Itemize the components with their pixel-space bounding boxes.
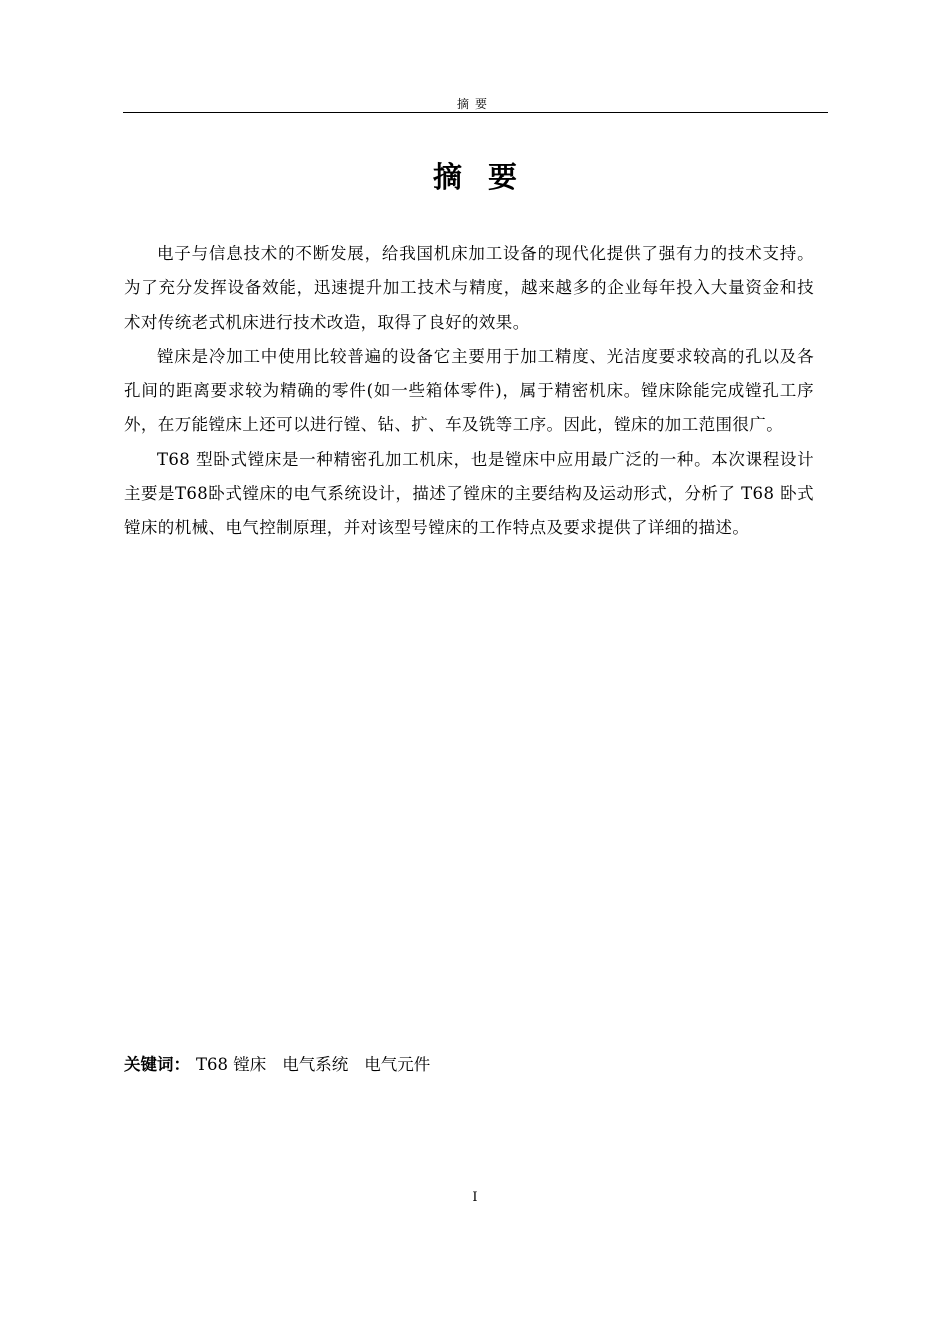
abstract-body	[124, 237, 814, 546]
abstract-paragraph: T68 型卧式镗床是一种精密孔加工机床，也是镗床中应用最广泛的一种。本次课程设计主要是T68卧式镗床的电气系统设计，描述了镗床的主要结构及运动形式，分析了 T68 卧式镗床的机械、电气控制原理，并对该型号镗床的工作特点及要求提供了详细的描述。	[124, 449, 814, 538]
keyword: 电气系统	[282, 1055, 349, 1074]
keyword: T68 镗床	[196, 1055, 267, 1074]
page-number: I	[472, 1190, 478, 1205]
abstract-paragraph: 电子与信息技术的不断发展，给我国机床加工设备的现代化提供了强有力的技术支持。为了充分发挥设备效能，迅速提升加工技术与精度，越来越多的企业每年投入大量资金和技术对传统老式机床进行技术改造，取得了良好的效果。	[124, 244, 814, 332]
header-rule	[123, 112, 828, 113]
page-title: 摘要	[432, 160, 543, 194]
running-header: 摘要	[456, 97, 493, 111]
keyword: 电气元件	[364, 1055, 431, 1074]
keywords-label: 关键词：	[124, 1055, 190, 1074]
keywords-line	[124, 1050, 446, 1080]
abstract-paragraph: 镗床是冷加工中使用比较普遍的设备它主要用于加工精度、光洁度要求较高的孔以及各孔间的距离要求较为精确的零件(如一些箱体零件)，属于精密机床。镗床除能完成镗孔工序外，在万能镗床上还可以进行镗、钻、扩、车及铣等工序。因此，镗床的加工范围很广。	[124, 346, 814, 435]
